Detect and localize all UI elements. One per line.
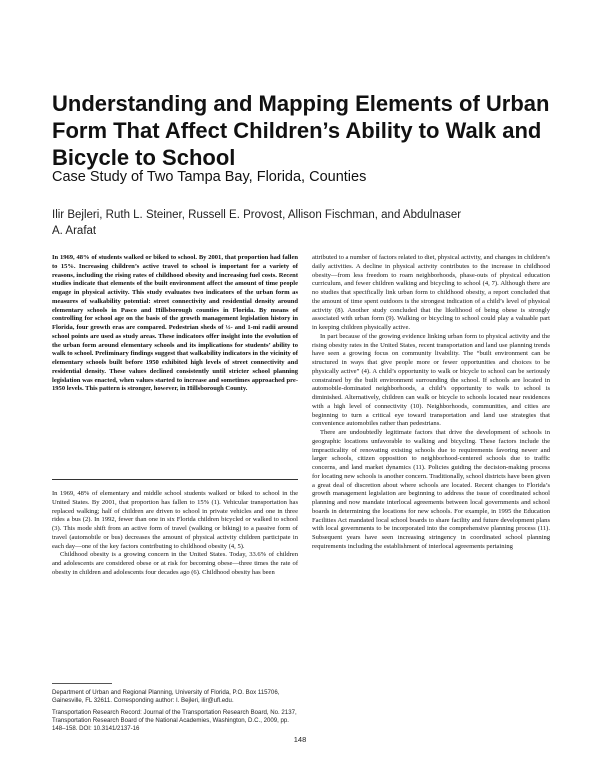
right-column-body	[312, 254, 550, 552]
article-subtitle: Case Study of Two Tampa Bay, Florida, Counties	[52, 169, 367, 185]
left-column-body	[52, 490, 298, 578]
footnote	[52, 689, 298, 733]
body-paragraph: There are undoubtedly legitimate factors that drive the development of schools in geographic locations unfavorable to walking and bicycling. These factors include the impracticality of renovating existing schools due to requirements favoring newer and larger schools, citizen opposition to neighborhood-centered schools due to traffic concerns, and land market dynamics (11). Policies guiding the decision-making process for locating new schools is another concern. Traditionally, school districts have been given a great deal of discretion about where schools are located. Recent changes to Florida’s growth management legislation are beginning to address the issue of coordinated school planning and now mandate interlocal agreements between local governments and school boards in determining the locations for new schools. For example, in 1995 the Education Facilities Act mandated local school boards to share facility and future development plans with local governments to be incorporated into the comprehensive planning process (11). Subsequent years have seen increasing stringency in coordinated school planning requirements including the establishment of interlocal agreements pertaining	[312, 429, 550, 550]
body-paragraph: In part because of the growing evidence linking urban form to physical activity and the rising obesity rates in the United States, recent transportation and land use planning trends have seen a growing focus on community livability. The “built environment can be structured in ways that give people more or fewer opportunities and choices to be physically active” (4). A child’s opportunity to walk or bicycle to school can be seriously constrained by the built environment surrounding the school. If schools are located in automobile-dominated neighborhoods, a child’s opportunity to walk to school is diminished. Alternatively, children can walk or bicycle to schools located near residences with a high level of connectivity (10). Neighborhoods, communities, and cities are beginning to turn a critical eye toward transportation and land use strategies that convenience automobiles rather than pedestrians.	[312, 332, 550, 428]
footnote-affiliation: Department of Urban and Regional Planning, University of Florida, P.O. Box 115706, Gainesville, FL 32611. Corresponding author: I. Bejleri, ilir@ufl.edu.	[52, 689, 280, 705]
page-number: 148	[293, 735, 307, 744]
footnote-divider	[52, 683, 112, 684]
body-paragraph: Childhood obesity is a growing concern in the United States. Today, 33.6% of children and adolescents are considered obese or at risk for becoming obese—three times the rate of obesity in children and adolescents four decades ago (6). Childhood obesity has been	[52, 551, 298, 576]
abstract	[52, 254, 298, 394]
author-list: Ilir Bejleri, Ruth L. Steiner, Russell E. Provost, Allison Fischman, and Abdulnaser A. Arafat	[52, 209, 462, 237]
footnote-citation: Transportation Research Record: Journal of the Transportation Research Board, No. 2137, Transportation Research Board of the National Academies, Washington, D.C., 2009, pp. 148–158. DOI: 10.3141/2137-16	[52, 709, 297, 733]
abstract-divider	[52, 479, 298, 480]
body-paragraph: attributed to a number of factors related to diet, physical activity, and changes in children’s daily activities. A decline in physical activity contributes to the increase in childhood obesity—from less freedom to roam neighborhoods, phase-outs of physical education curriculum, and fewer children walking and bicycling to school (4, 7). Although there are no studies that specifically link urban form to childhood obesity, a report concluded that the amount of time spent outdoors is the strongest indication of a child’s level of physical activity (8). Another study concluded that the likelihood of being obese is strongly associated with urban form (9). Walking or bicycling to school could play a valuable part in keeping children physically active.	[312, 254, 550, 331]
article-title: Understanding and Mapping Elements of Urban Form That Affect Children’s Ability to Walk and Bicycle to School	[52, 91, 550, 170]
body-paragraph: In 1969, 48% of elementary and middle school students walked or biked to school in the United States. By 2001, that proportion has fallen to 15% (1). Vehicular transportation has replaced walking; half of children are driven to school in private vehicles and one in three rides a bus (2). In 1992, fewer than one in six Florida children bicycled or walked to school (3). This mode shift from an active form of travel (walking or biking) to a passive form of travel (automobile or bus) decreases the amount of physical activity children participate in each day—one of the key factors contributing to childhood obesity (4, 5).	[52, 490, 298, 550]
abstract-text: In 1969, 48% of students walked or biked to school. By 2001, that proportion had fallen to 15%. Increasing children’s active travel to school is important for a variety of reasons, including the rising rates of childhood obesity and increasing fuel costs. Recent studies indicate that elements of the built environment affect the amount of time people engage in physical activity. This study evaluates two indicators of the urban form as measures of walkability potential: street connectivity and residential density around elementary schools in Pasco and Hillsborough counties in Florida. By means of controlling for school age on the basis of the growth management legislation history in Florida, four growth eras are compared. Pedestrian sheds of ½- and 1-mi radii around school points are used as study areas. These indicators offer insight into the evolution of the urban form around elementary schools and its implications for students’ ability to walk to school. Preliminary findings suggest that walkability indicators in the vicinity of elementary schools built before 1950 exhibited high levels of street connectivity and residential density. These values declined consistently until stricter school planning legislation was enacted, when values started to increase and sometimes approached pre-1950 levels. This pattern is stronger, however, in Hillsborough County.	[52, 254, 298, 393]
